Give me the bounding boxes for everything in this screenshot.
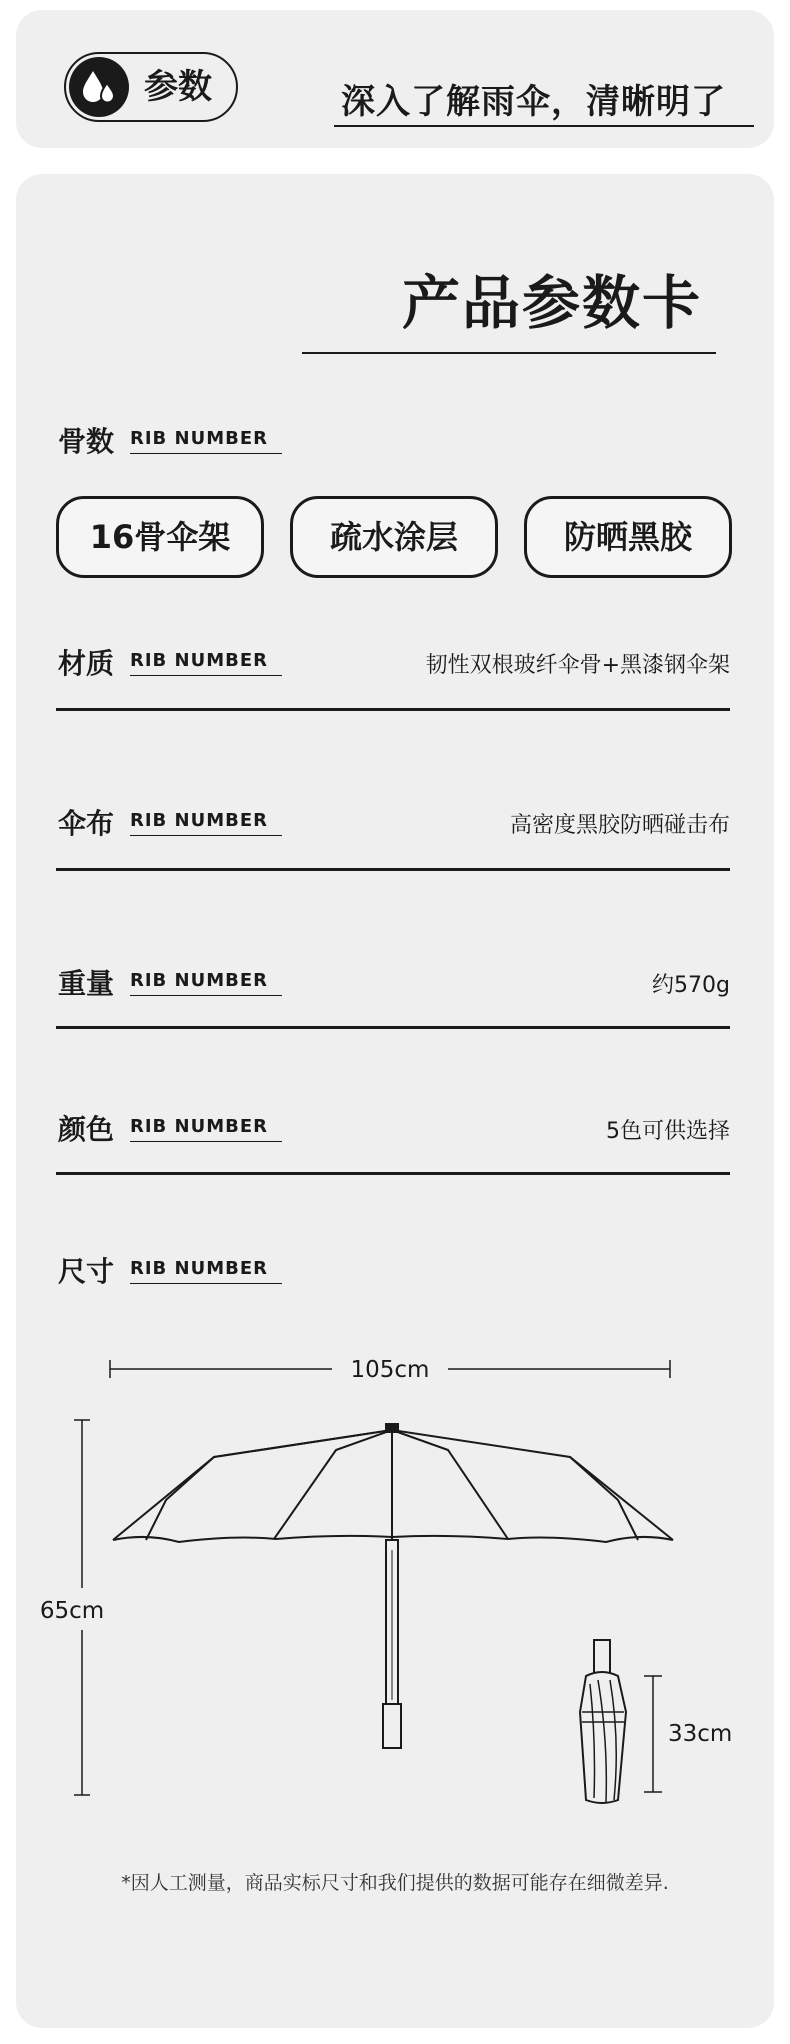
fabric-sub: RIB NUMBER	[130, 810, 282, 836]
weight-sub: RIB NUMBER	[130, 970, 282, 996]
umbrella-diagram	[16, 1340, 774, 1860]
measurement-note: *因人工测量，商品实标尺寸和我们提供的数据可能存在细微差异.	[121, 1872, 669, 1894]
divider	[56, 1172, 730, 1175]
height-label: 65cm	[39, 1598, 105, 1624]
slogan: 深入了解雨伞，清晰明了	[341, 82, 726, 122]
tag-uv: 防晒黑胶	[524, 496, 732, 578]
slogan-underline	[334, 125, 754, 127]
tag-coating: 疏水涂层	[290, 496, 498, 578]
fabric-label: 伞布	[58, 807, 115, 840]
ribs-label: 骨数	[58, 425, 115, 458]
params-badge	[64, 52, 238, 122]
size-sub: RIB NUMBER	[130, 1258, 282, 1284]
product-spec-card	[16, 174, 774, 2028]
divider	[56, 1026, 730, 1029]
material-label: 材质	[58, 647, 115, 680]
title-underline	[302, 352, 716, 354]
water-drops-icon	[69, 57, 129, 117]
ribs-sub: RIB NUMBER	[130, 428, 282, 454]
size-label: 尺寸	[58, 1255, 115, 1288]
weight-label: 重量	[58, 967, 115, 1000]
fabric-value: 高密度黑胶防晒碰击布	[509, 813, 730, 838]
material-value: 韧性双根玻纤伞骨+黑漆钢伞架	[425, 653, 730, 678]
width-label: 105cm	[350, 1357, 430, 1383]
material-sub: RIB NUMBER	[130, 650, 282, 676]
card-title: 产品参数卡	[401, 269, 702, 337]
folded-label: 33cm	[668, 1721, 733, 1747]
color-sub: RIB NUMBER	[130, 1116, 282, 1142]
divider	[56, 708, 730, 711]
color-label: 颜色	[58, 1113, 115, 1146]
weight-value: 约570g	[652, 973, 730, 998]
header-card	[16, 10, 774, 148]
badge-label: 参数	[144, 67, 212, 107]
color-value: 5色可供选择	[606, 1119, 730, 1144]
folded-dimension	[644, 1676, 662, 1792]
divider	[56, 868, 730, 871]
folded-umbrella	[580, 1640, 626, 1803]
tag-ribs: 16骨伞架	[56, 496, 264, 578]
